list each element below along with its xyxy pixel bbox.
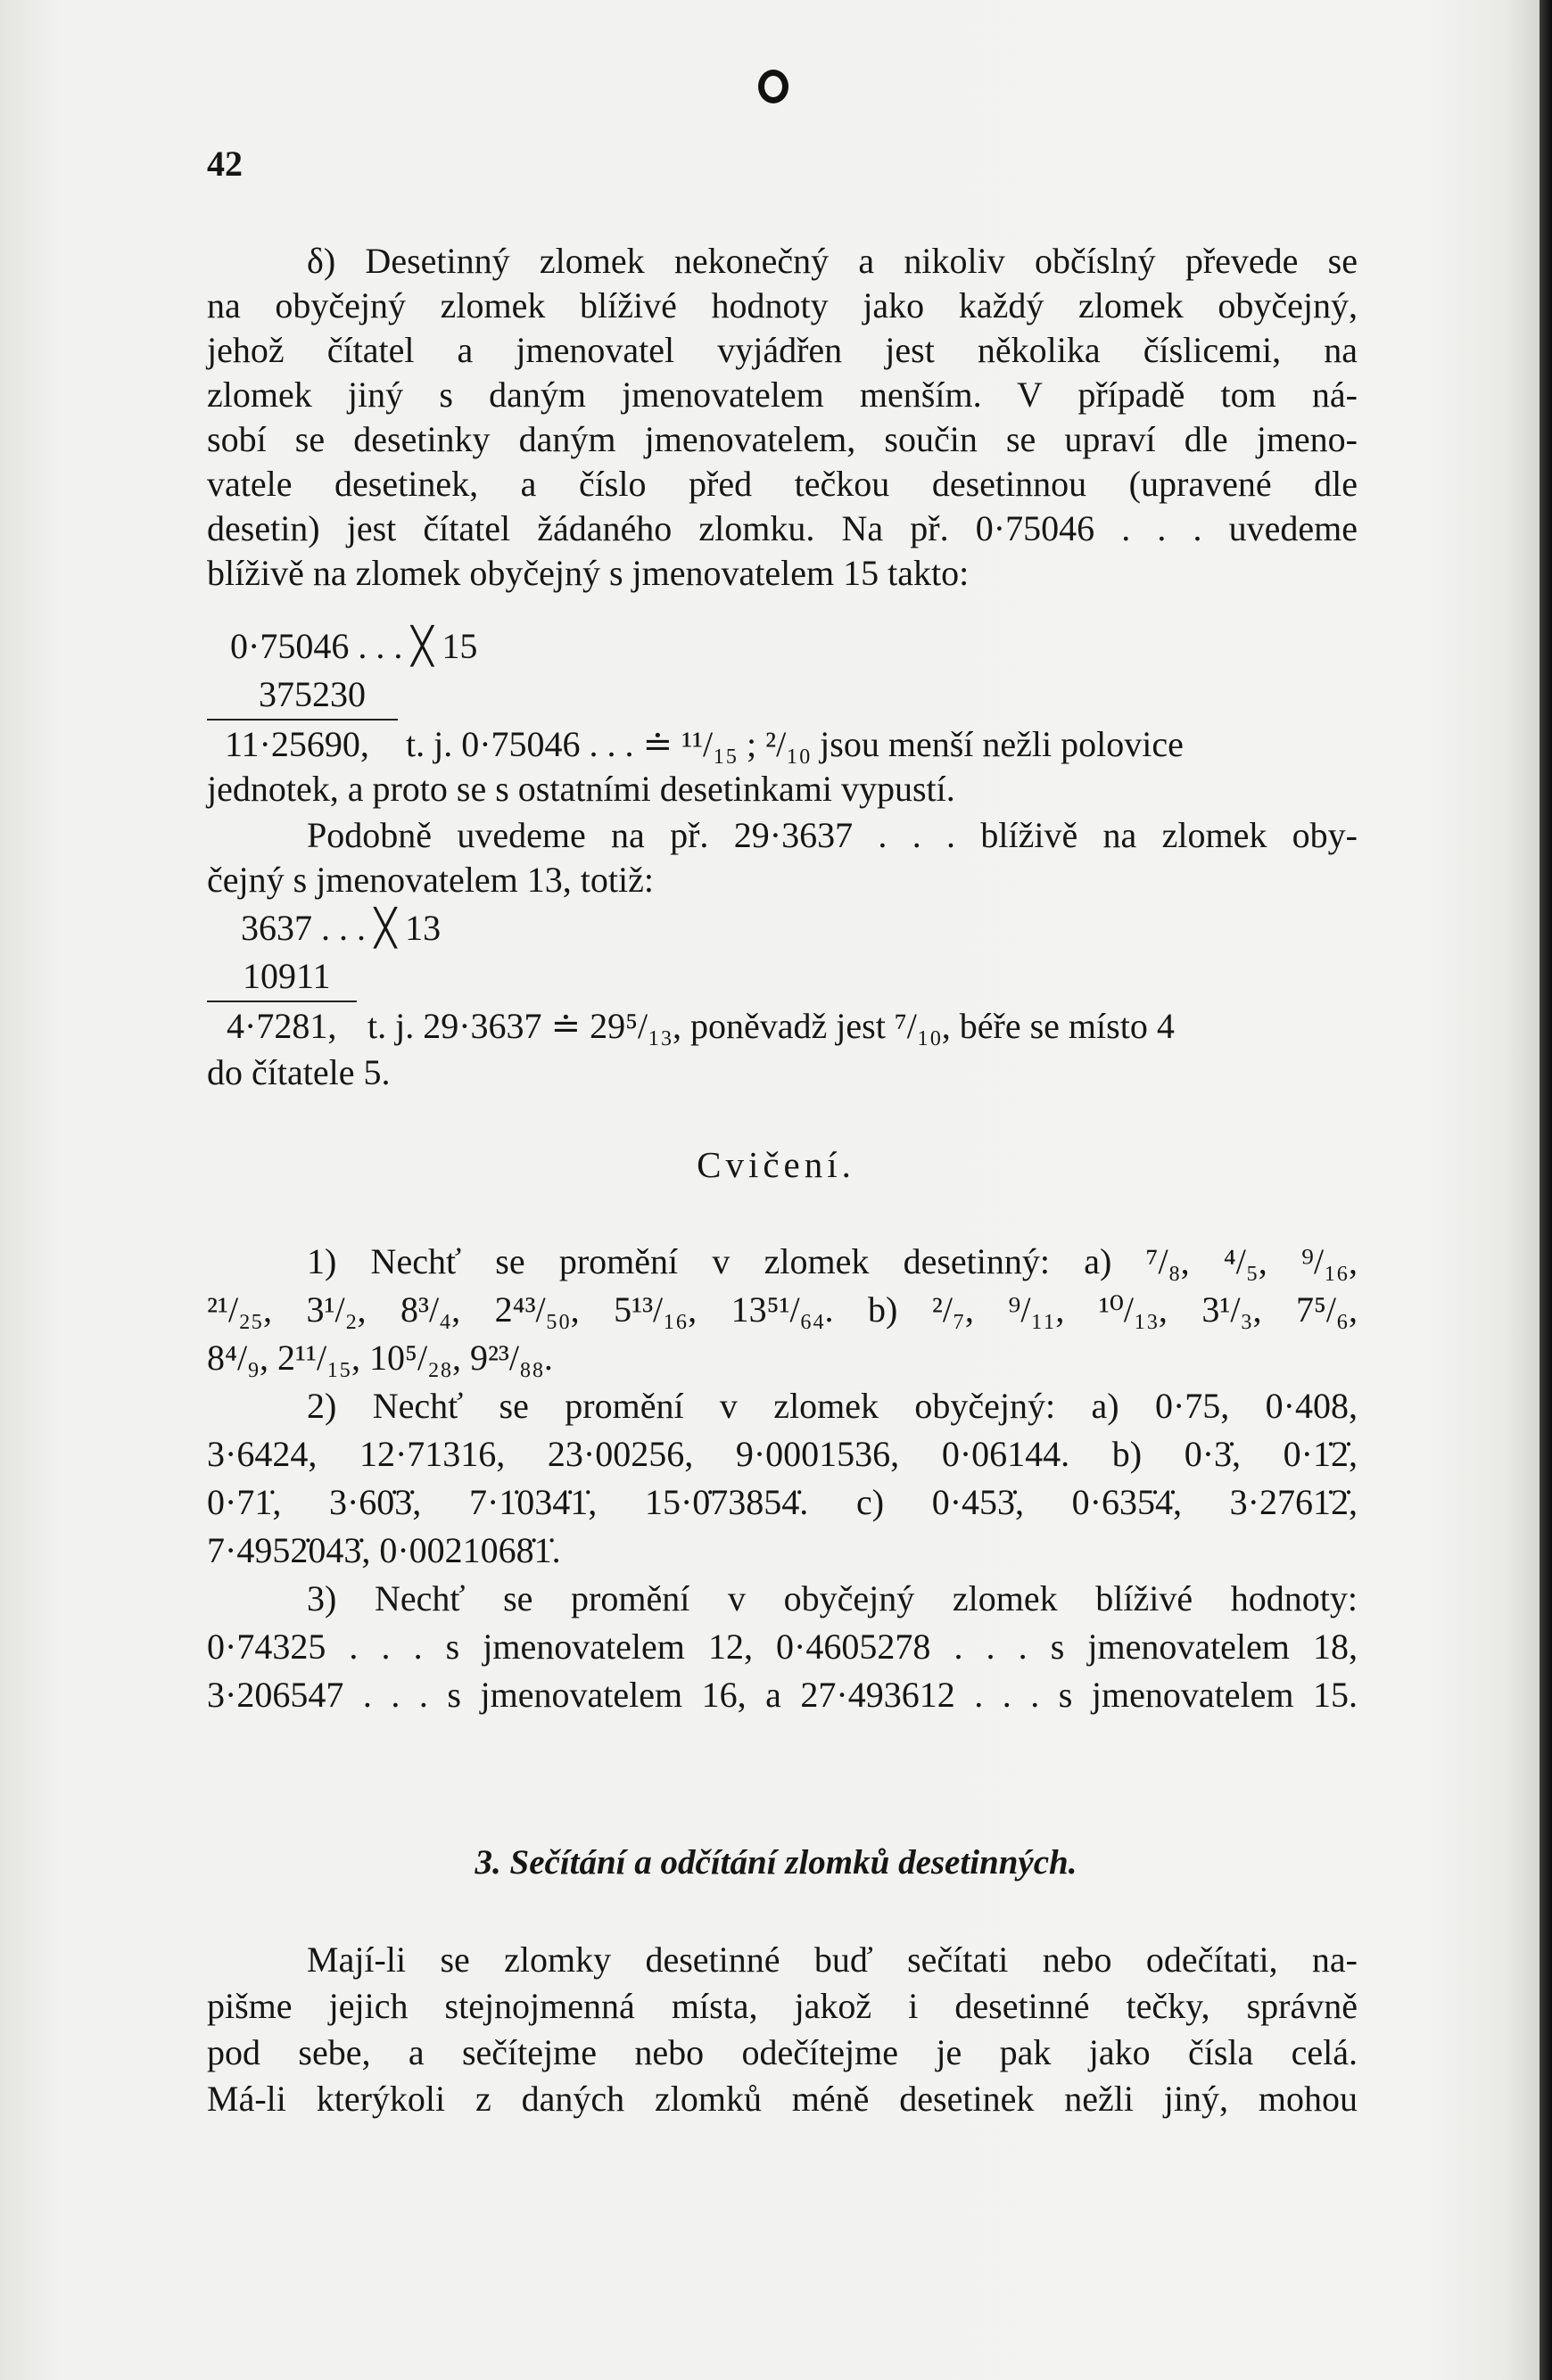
calc1-result: 11·25690, xyxy=(225,724,369,764)
exercise-line: 1) Nechť se promění v zlomek desetinný: a) ⁷/₈, ⁴/₅, ⁹/₁₆, xyxy=(307,1241,1358,1281)
section-heading: 3. Sečítání a odčítání zlomků desetinných. xyxy=(475,1843,1077,1882)
text-line: sobí se desetinky daným jmenovatelem, součin se upraví dle jmeno- xyxy=(207,419,1358,459)
calc2-result: 4·7281, xyxy=(227,1006,337,1046)
text-line: pišme jejich stejnojmenná místa, jakož i desetinné tečky, správně xyxy=(207,1986,1358,2026)
exercise-line: ²¹/₂₅, 3¹/₂, 8³/₄, 2⁴³/₅₀, 5¹³/₁₆, 13⁵¹/₆₄. b) ²/₇, ⁹/₁₁, ¹⁰/₁₃, 3¹/₃, 7⁵/₆, xyxy=(207,1289,1358,1330)
calc2-rule xyxy=(207,1001,357,1002)
paragraph-delta xyxy=(207,239,1358,596)
paragraph-section xyxy=(207,1937,1358,2122)
calc1-line1: 0·75046 . . . ╳ 15 xyxy=(230,626,478,666)
calc2-after: do čítatele 5. xyxy=(207,1052,391,1092)
exercise-list xyxy=(207,1238,1358,1719)
text-line: pod sebe, a sečítejme nebo odečítejme je pak jako čísla celá. xyxy=(207,2032,1358,2072)
calc2-line2: 10911 xyxy=(243,956,331,996)
exercise-line: 2) Nechť se promění v zlomek obyčejný: a) 0·75, 0·408, xyxy=(307,1386,1358,1426)
text-line: δ) Desetinný zlomek nekonečný a nikoliv občíslný převede se xyxy=(307,241,1358,281)
calc2-line1: 3637 . . . ╳ 13 xyxy=(241,908,442,948)
text-line: blíživě na zlomek obyčejný s jmenovatelem 15 takto: xyxy=(207,553,970,593)
text-line: desetin) jest čítatel žádaného zlomku. Na př. 0·75046 . . . uvedeme xyxy=(207,508,1358,548)
exercise-line: 3·6424, 12·71316, 23·00256, 9·0001536, 0·06144. b) 0·3̇, 0·1̇2̇, xyxy=(207,1434,1358,1474)
calc1-tail: t. j. 0·75046 . . . ≐ ¹¹/₁₅ ; ²/₁₀ jsou menší nežli polovice xyxy=(406,724,1184,764)
exercise-heading: Cvičení. xyxy=(697,1144,855,1185)
text-line: čejný s jmenovatelem 13, totiž: xyxy=(207,860,654,900)
calc2-tail: t. j. 29·3637 ≐ 29⁵/₁₃, poněvadž jest ⁷/₁₀, béře se místo 4 xyxy=(367,1006,1175,1046)
calc1-rule xyxy=(207,719,398,721)
paragraph-similar xyxy=(207,813,1358,902)
exercise-line: 0·74325 . . . s jmenovatelem 12, 0·4605278 . . . s jmenovatelem 18, xyxy=(207,1626,1358,1667)
exercise-line: 7·4952̇043̇, 0·0021068̇1̇. xyxy=(207,1530,561,1570)
text-line: Mají-li se zlomky desetinné buď sečítati nebo odečítati, na- xyxy=(307,1939,1358,1980)
text-line: vatele desetinek, a číslo před tečkou desetinnou (upravené dle xyxy=(207,464,1358,504)
text-line: Má-li kterýkoli z daných zlomků méně desetinek nežli jiný, mohou xyxy=(207,2079,1358,2119)
calc1-after: jednotek, a proto se s ostatními desetinkami vypustí. xyxy=(207,769,955,809)
exercise-line: 3) Nechť se promění v obyčejný zlomek blíživé hodnoty: xyxy=(307,1578,1358,1618)
text-line: jehož čítatel a jmenovatel vyjádřen jest několika číslicemi, na xyxy=(207,330,1358,370)
exercise-line: 8⁴/₉, 2¹¹/₁₅, 10⁵/₂₈, 9²³/₈₈. xyxy=(207,1338,553,1378)
page-number: 42 xyxy=(207,144,243,184)
text-line: zlomek jiný s daným jmenovatelem menším. V případě tom ná- xyxy=(207,375,1358,415)
calc1-line2: 375230 xyxy=(259,674,366,714)
exercise-line: 3·206547 . . . s jmenovatelem 16, a 27·493612 . . . s jmenovatelem 15. xyxy=(207,1675,1358,1715)
text-line: na obyčejný zlomek blíživé hodnoty jako každý zlomek obyčejný, xyxy=(207,285,1358,325)
binding-hole-mark xyxy=(758,70,788,103)
exercise-line: 0·71̇, 3·60̇3̇, 7·1̇034̇1̇, 15·0̇73854̇. c) 0·453̇, 0·635̇4̇, 3·2761̇2̇, xyxy=(207,1482,1358,1522)
text-line: Podobně uvedeme na př. 29·3637 . . . blíživě na zlomek oby- xyxy=(307,815,1358,855)
page-edge-shadow xyxy=(1540,0,1552,2380)
